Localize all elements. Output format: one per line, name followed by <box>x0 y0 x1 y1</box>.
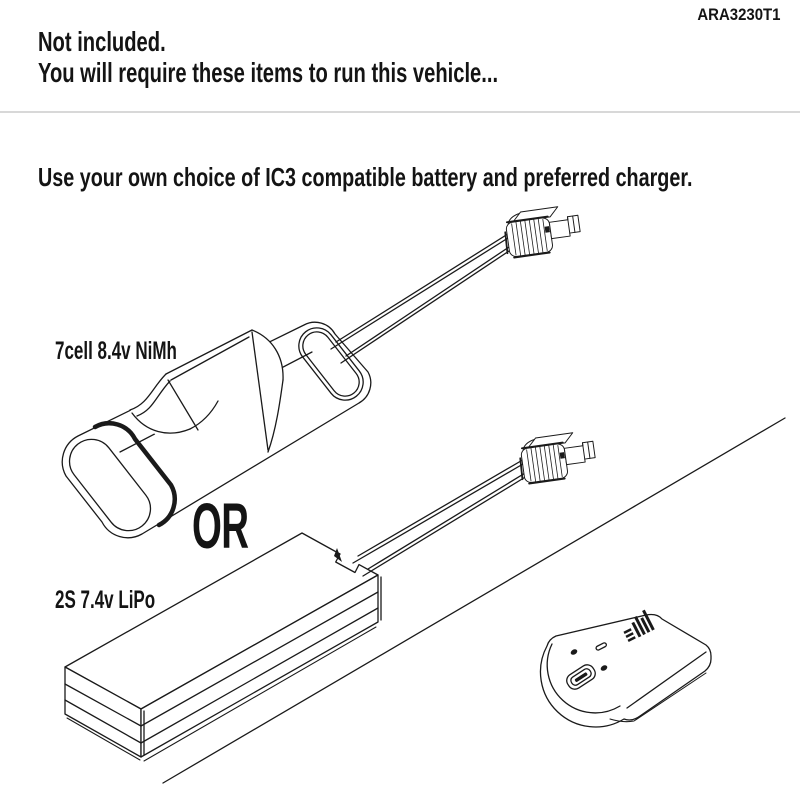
nimh-battery-label: 7cell 8.4v NiMh <box>55 337 177 365</box>
note-line-1: Not included. <box>38 26 166 57</box>
nimh-wires <box>331 232 515 363</box>
or-label: OR <box>192 490 249 562</box>
note-line-2: You will require these items to run this vehicle... <box>38 57 499 88</box>
part-number: ARA3230T1 <box>696 5 780 24</box>
lipo-battery-label: 2S 7.4v LiPo <box>55 586 156 614</box>
lipo-battery-illustration <box>65 533 381 761</box>
instruction-text: Use your own choice of IC3 compatible battery and preferred charger. <box>38 162 693 192</box>
lipo-wires <box>353 458 530 576</box>
ic3-connector-icon <box>502 203 583 259</box>
ic3-connector-icon <box>517 429 598 485</box>
charger-illustration <box>540 610 711 727</box>
